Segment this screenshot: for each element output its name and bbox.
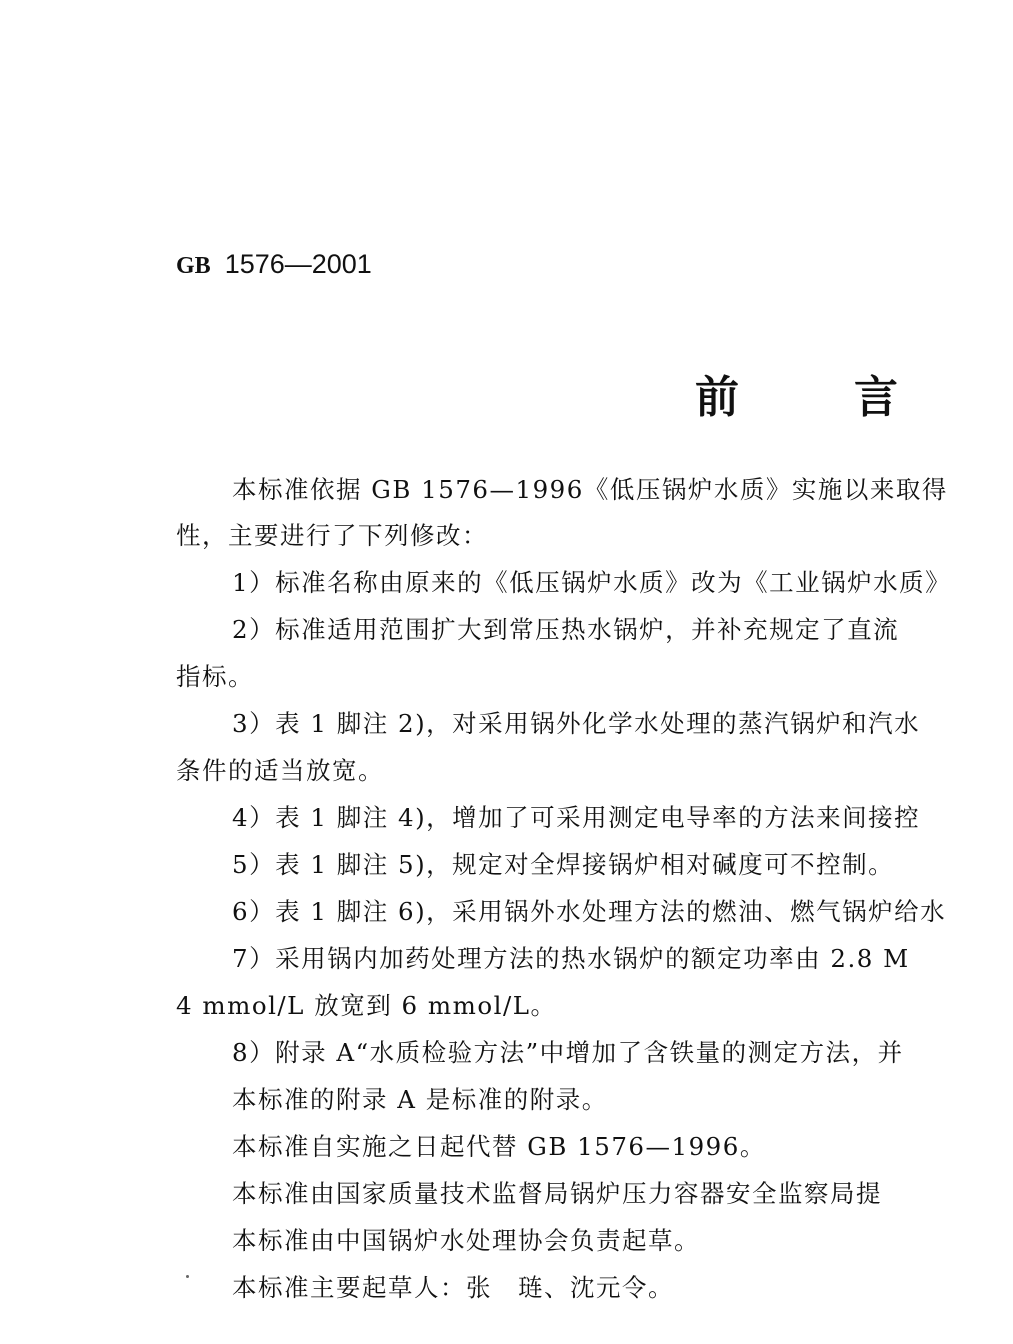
paragraph-line: 1）标准名称由原来的《低压锅炉水质》改为《工业锅炉水质》 <box>232 568 952 597</box>
paragraph-line: 7）采用锅内加药处理方法的热水锅炉的额定功率由 2.8 M <box>232 944 910 973</box>
paragraph-line: 本标准依据 GB 1576—1996《低压锅炉水质》实施以来取得 <box>232 475 948 504</box>
paragraph-line: 4 mmol/L 放宽到 6 mmol/L。 <box>176 991 557 1020</box>
scan-speck <box>186 1275 189 1278</box>
paragraph-line: 本标准由中国锅炉水处理协会负责起草。 <box>232 1226 700 1255</box>
paragraph-line: 4）表 1 脚注 4)，增加了可采用测定电导率的方法来间接控 <box>232 803 921 832</box>
paragraph-line: 8）附录 A“水质检验方法”中增加了含铁量的测定方法，并 <box>232 1038 904 1067</box>
paragraph-line: 指标。 <box>176 662 254 691</box>
paragraph-line: 本标准自实施之日起代替 GB 1576—1996。 <box>232 1132 766 1161</box>
standard-code <box>176 247 372 283</box>
paragraph-line: 6）表 1 脚注 6)，采用锅外水处理方法的燃油、燃气锅炉给水 <box>232 897 947 926</box>
page-title: 前言 <box>695 372 1013 423</box>
standard-number: 1576—2001 <box>224 249 372 279</box>
paragraph-line: 本标准由国家质量技术监督局锅炉压力容器安全监察局提 <box>232 1179 882 1208</box>
paragraph-line: 条件的适当放宽。 <box>176 756 384 785</box>
standard-prefix: GB <box>176 253 211 279</box>
paragraph-line: 本标准的附录 A 是标准的附录。 <box>232 1085 608 1114</box>
paragraph-line: 5）表 1 脚注 5)，规定对全焊接锅炉相对碱度可不控制。 <box>232 850 895 879</box>
paragraph-line: 2）标准适用范围扩大到常压热水锅炉，并补充规定了直流 <box>232 615 900 644</box>
paragraph-line: 3）表 1 脚注 2)，对采用锅外化学水处理的蒸汽锅炉和汽水 <box>232 709 921 738</box>
paragraph-line: 性，主要进行了下列修改： <box>176 521 488 550</box>
paragraph-line: 本标准主要起草人：张 琏、沈元令。 <box>232 1273 674 1302</box>
